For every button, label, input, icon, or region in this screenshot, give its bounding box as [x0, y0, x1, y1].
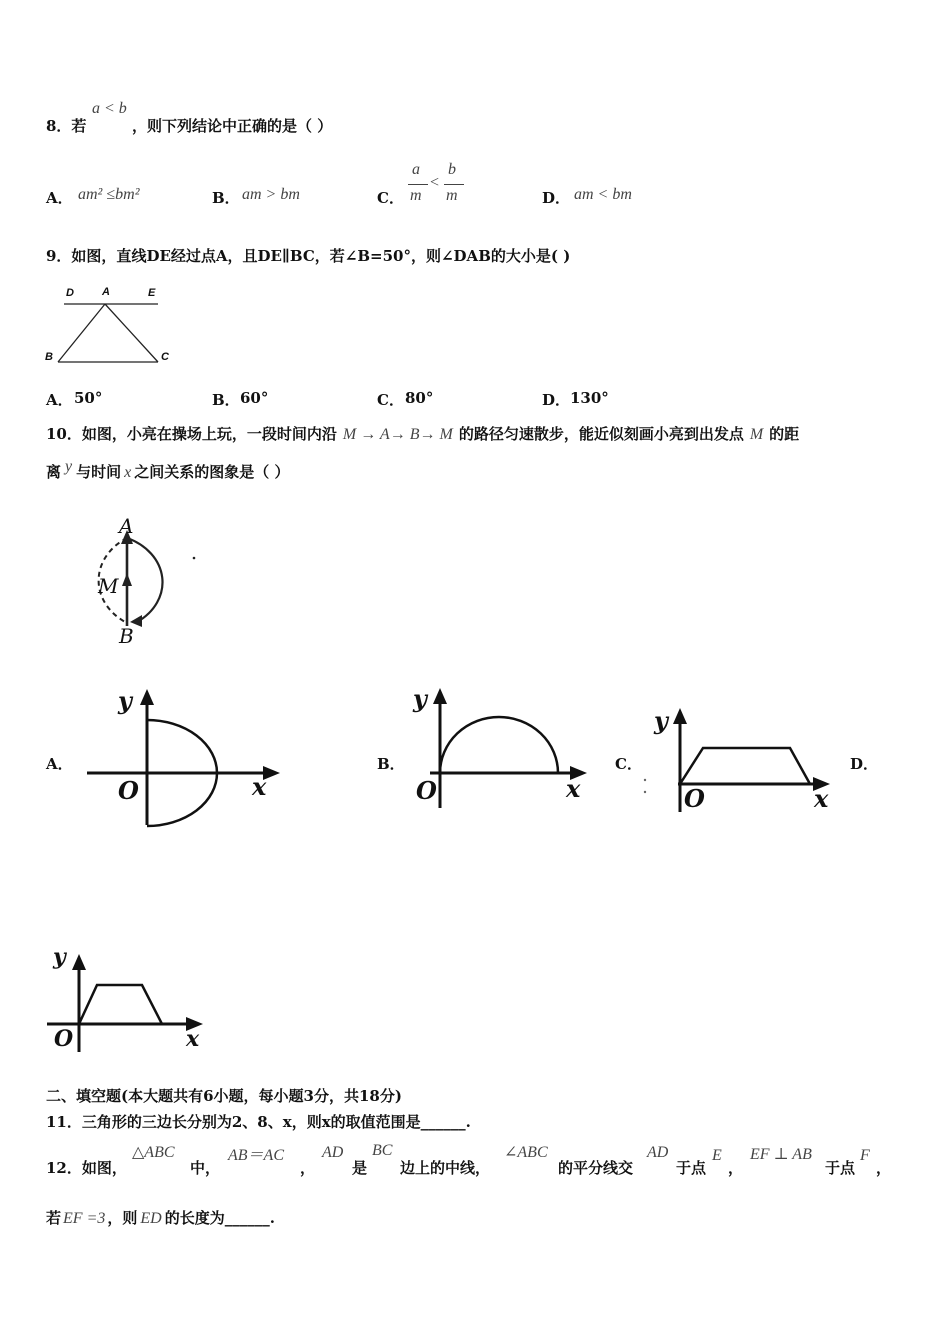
frac2-denominator: m	[446, 187, 458, 204]
graph-d-origin: O	[54, 1026, 74, 1052]
graph-a-origin: O	[118, 776, 139, 805]
q9-option-a-label: A．	[46, 391, 73, 409]
graph-c-svg	[640, 700, 840, 830]
q12-equality: AB＝AC	[228, 1147, 284, 1164]
q12-p4: 是	[352, 1159, 368, 1177]
y-arrow	[140, 689, 154, 705]
circle-label-a: A	[119, 514, 134, 538]
label-b: B	[45, 351, 53, 363]
q10-line2-b: 与时间	[76, 463, 122, 481]
graph-c-origin: O	[684, 784, 705, 813]
y-arrow	[673, 708, 687, 724]
q10-line2	[46, 458, 290, 482]
q11-question: 11．三角形的三边长分别为2、8、x，则x的取值范围是______.	[46, 1113, 471, 1131]
graph-a-y-label: y	[118, 686, 132, 715]
q12-ad2: AD	[647, 1144, 669, 1161]
q12-angle: ∠ABC	[504, 1144, 548, 1161]
q10-option-c-label: C．	[615, 755, 642, 773]
q8-suffix: ，则下列结论中正确的是（ ）	[132, 117, 333, 135]
q12-p6: 的平分线交	[558, 1159, 634, 1177]
q8-option-d-expr: am < bm	[574, 186, 632, 203]
q8-option-a-label: A．	[46, 189, 73, 207]
label-a: A	[102, 286, 110, 298]
arrow-up-middle	[122, 573, 132, 586]
q12-ed: ED	[140, 1210, 162, 1227]
q8-option-b-label: B．	[212, 189, 240, 207]
q12-p8: ，	[728, 1159, 744, 1177]
graph-d-curve	[79, 985, 162, 1024]
q10-line1-b: 的路径匀速散步，能近似刻画小亮到出发点	[458, 425, 744, 443]
graph-b-origin: O	[416, 776, 437, 805]
q9-option-d-label: D．	[542, 391, 571, 409]
q12-ad: AD	[322, 1144, 344, 1161]
q10-line1-c: 的距	[769, 425, 800, 443]
q10-line1-a: 10．如图，小亮在操场上玩，一段时间内沿	[46, 425, 337, 443]
q10-m: M	[749, 426, 764, 443]
q9-option-a-value: 50°	[74, 389, 103, 407]
q12-p10: ，	[876, 1159, 892, 1177]
q10-x: x	[124, 464, 132, 481]
q12-p5: 边上的中线，	[400, 1159, 491, 1177]
q9-option-c-value: 80°	[405, 389, 434, 407]
q9-question: 9．如图，直线DE经过点A，且DE∥BC，若∠B=50°，则∠DAB的大小是( )	[46, 247, 571, 265]
label-d: D	[66, 287, 74, 299]
q10-line1	[46, 423, 799, 444]
stray-dot	[644, 791, 646, 793]
line-ac	[105, 304, 158, 362]
frac1-numerator: a	[412, 161, 420, 178]
q12-p3: ，	[300, 1159, 316, 1177]
q12-p7: 于点	[676, 1159, 707, 1177]
q8-prefix: 8．若	[46, 117, 87, 135]
graph-c-y-label: y	[654, 706, 668, 735]
q9-option-d-value: 130°	[570, 389, 609, 407]
q12-triangle: △ABC	[132, 1144, 175, 1161]
q12-f: F	[860, 1147, 870, 1164]
graph-d-x-label: x	[186, 1026, 200, 1052]
frac1-bar	[408, 184, 428, 185]
circle-label-b: B	[119, 624, 134, 648]
q9-option-b-label: B．	[212, 391, 240, 409]
q12-p2: 中，	[190, 1159, 221, 1177]
q12-line2-a: 若	[46, 1209, 62, 1227]
q10-line2-a: 离	[46, 463, 62, 481]
graph-b-curve	[440, 717, 558, 773]
q8-option-c-label: C．	[377, 189, 404, 207]
q12-p9: 于点	[825, 1159, 856, 1177]
frac-operator: <	[430, 174, 440, 191]
graph-d-y-label: y	[53, 944, 66, 970]
y-arrow	[433, 688, 447, 704]
q8-option-b-expr: am > bm	[242, 186, 300, 203]
line-ab	[58, 304, 105, 362]
q12-perp: EF ⊥ AB	[750, 1146, 812, 1163]
q10-option-a-label: A．	[46, 755, 73, 773]
stray-dot	[193, 557, 196, 560]
circle-label-m: M	[98, 574, 119, 598]
stray-dot	[644, 779, 646, 781]
solid-right-arc	[127, 538, 163, 622]
frac2-bar	[444, 184, 464, 185]
q9-option-b-value: 60°	[240, 389, 269, 407]
q12-p1: 12．如图，	[46, 1159, 127, 1177]
graph-a-svg	[85, 685, 295, 835]
q12-line2	[46, 1207, 275, 1228]
frac2-numerator: b	[448, 161, 456, 178]
q10-path: M → A→ B→ M	[342, 426, 453, 443]
q9-option-c-label: C．	[377, 391, 404, 409]
label-c: C	[161, 351, 169, 363]
q12-line2-b: ，则	[107, 1209, 138, 1227]
graph-b-y-label: y	[413, 684, 427, 713]
section-heading: 二、填空题(本大题共有6小题，每小题3分，共18分)	[46, 1087, 402, 1105]
q12-ef: EF =3	[63, 1210, 106, 1227]
frac1-denominator: m	[410, 187, 422, 204]
q12-bc: BC	[372, 1142, 393, 1159]
q12-line2-c: 的长度为______.	[164, 1209, 275, 1227]
q10-option-b-label: B．	[377, 755, 405, 773]
graph-c-x-label: x	[814, 784, 829, 813]
q10-y: y	[65, 458, 73, 475]
q8-option-a-expr: am² ≤bm²	[78, 186, 140, 203]
y-arrow	[72, 954, 86, 970]
q8-condition: a < b	[92, 100, 127, 117]
q12-e: E	[712, 1147, 722, 1164]
graph-b-x-label: x	[566, 774, 581, 803]
graph-a-x-label: x	[252, 772, 267, 801]
label-e: E	[148, 287, 156, 299]
q10-option-d-label: D．	[850, 755, 879, 773]
q10-line2-c: 之间关系的图象是（ ）	[134, 463, 290, 481]
graph-c-curve	[680, 748, 810, 784]
q8-option-d-label: D．	[542, 189, 571, 207]
